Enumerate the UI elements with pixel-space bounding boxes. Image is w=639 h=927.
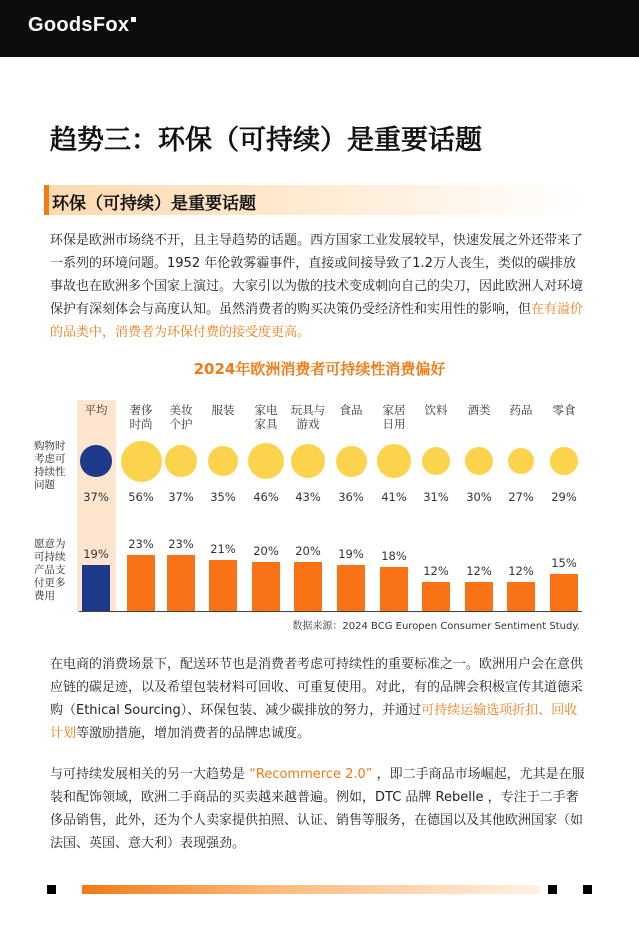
category-label-line: 家电 (254, 403, 278, 417)
delivery-highlight: 可持续运输选项折扣、回收计划 (50, 703, 578, 741)
category-label-line: 食品 (339, 403, 363, 417)
row-label-line: 购物时 (34, 440, 66, 452)
row-label-line: 费用 (34, 590, 55, 602)
consider-bubble (508, 448, 535, 475)
page-title: 趋势三：环保（可持续）是重要话题 (50, 125, 482, 156)
category-label (499, 403, 543, 417)
pay-more-value-label: 12% (466, 563, 492, 578)
recommerce-text-before: 与可持续发展相关的另一大趋势是 (50, 767, 250, 782)
row-label-line: 付更多 (34, 577, 66, 589)
pay-more-value-label: 23% (168, 537, 194, 551)
recommerce-paragraph (50, 763, 586, 855)
consider-bubble (291, 444, 326, 479)
category-label (372, 403, 416, 431)
consider-value-label: 30% (466, 490, 492, 504)
footer-square-right-1 (548, 885, 557, 894)
category-label-line: 酒类 (467, 403, 491, 417)
category-label-line: 饮料 (424, 403, 448, 417)
consider-bubble (550, 447, 578, 475)
category-label-line: 平均 (84, 403, 108, 417)
category-label (119, 403, 163, 431)
category-label-line: 零食 (552, 403, 576, 417)
pay-more-bar (294, 562, 322, 611)
category-label-line: 日用 (382, 417, 406, 431)
consider-bubble (336, 446, 367, 477)
intro-text: 环保是欧洲市场绕不开，且主导趋势的话题。西方国家工业发展较早，快速发展之外还带来了一系列的环境问题。1952 年伦敦雾霾事件，直接或间接导致了1.2万人丧生，类似的碳排放事故也在欧洲多个国家上演过。大家引以为傲的技术变成刺向自己的尖刀，因此欧洲人对环境保护有深刻体会与高度认知。虽然消费者的购买决策仍受经济性和实用性的影响，但 (50, 233, 584, 317)
section-accent-stripe (44, 185, 49, 215)
category-label (201, 403, 245, 417)
delivery-text: 在电商的消费场景下，配送环节也是消费者考虑可持续性的重要标准之一。欧洲用户会在意供应链的碳足迹，以及希望包装材料可回收、可重复使用。对此，有的品牌会积极宣传其道德采购（Ethical Sourcing）、环保包装、减少碳排放的努力，并通过 (50, 657, 584, 718)
category-label-line: 奢侈 (129, 403, 153, 417)
consider-value-label: 46% (253, 490, 279, 504)
footer-square-left (47, 885, 56, 894)
row-label-line: 可持续 (34, 551, 66, 563)
pay-more-bar (337, 565, 365, 611)
section-heading: 环保（可持续）是重要话题 (52, 194, 256, 214)
pay-more-value-label: 18% (381, 549, 407, 564)
row-label-line: 持续性 (34, 466, 66, 478)
chart-title: 2024年欧洲消费者可持续性消费偏好 (193, 360, 446, 378)
category-label (286, 403, 330, 431)
consider-value-label: 36% (338, 490, 364, 504)
consider-value-label: 56% (128, 490, 154, 504)
category-label (244, 403, 288, 431)
category-label (457, 403, 501, 417)
pay-more-value-label: 19% (83, 546, 109, 561)
row-label-line: 问题 (34, 479, 55, 491)
chart-baseline (79, 611, 582, 612)
category-label-line: 个护 (169, 417, 193, 431)
consider-value-label: 37% (168, 490, 194, 504)
consider-value-label: 41% (381, 490, 407, 504)
consider-bubble (465, 447, 493, 475)
category-label-line: 美妆 (169, 403, 193, 417)
category-label (542, 403, 586, 417)
pay-more-value-label: 12% (508, 563, 534, 578)
pay-more-value-label: 20% (253, 544, 279, 559)
consider-bubble (165, 445, 197, 477)
pay-more-value-label: 19% (338, 546, 364, 561)
pay-more-bar (209, 560, 237, 611)
pay-more-bar (380, 567, 408, 611)
pay-more-bar (252, 562, 280, 611)
pay-more-value-label: 15% (551, 556, 577, 571)
consider-bubble (422, 447, 451, 476)
category-label-line: 药品 (509, 403, 533, 417)
consider-value-label: 31% (423, 490, 449, 504)
pay-more-value-label: 20% (295, 544, 321, 559)
consider-bubble (80, 445, 112, 477)
row-label-pay-more (34, 538, 76, 603)
pay-more-bar (422, 582, 450, 611)
category-label-line: 时尚 (129, 417, 153, 431)
top-header-bar (0, 0, 639, 57)
consider-value-label: 27% (508, 490, 534, 504)
footer-square-right-2 (583, 885, 592, 894)
consider-bubble (121, 441, 162, 482)
row-label-line: 产品支 (34, 564, 66, 576)
pay-more-bar (82, 565, 110, 611)
consider-value-label: 37% (83, 490, 109, 504)
pay-more-bar (127, 555, 155, 611)
category-label (414, 403, 458, 417)
pay-more-bar (465, 582, 493, 611)
category-label-line: 游戏 (296, 417, 320, 431)
pay-more-value-label: 23% (128, 537, 154, 551)
row-label-consider (34, 440, 76, 492)
footer-gradient-bar (82, 885, 540, 894)
pay-more-bar (507, 582, 535, 611)
pay-more-value-label: 21% (210, 541, 236, 556)
consider-bubble (248, 443, 284, 479)
consider-bubble (208, 446, 239, 477)
intro-paragraph (50, 229, 586, 344)
consider-value-label: 35% (210, 490, 236, 504)
section-heading-bar (44, 185, 584, 215)
delivery-text-after: 等激励措施，增加消费者的品牌忠诚度。 (76, 726, 311, 741)
consider-value-label: 43% (295, 490, 321, 504)
category-label (159, 403, 203, 431)
consider-value-label: 29% (551, 490, 577, 504)
intro-highlight: 在有溢价的品类中，消费者为环保付费的接受度更高。 (50, 302, 584, 340)
category-label-line: 服装 (211, 403, 235, 417)
pay-more-bar (167, 555, 195, 611)
goodsfox-logo: GoodsFox (28, 14, 136, 37)
category-label (74, 403, 118, 417)
row-label-line: 考虑可 (34, 453, 66, 465)
category-label-line: 玩具与 (290, 403, 326, 417)
pay-more-value-label: 12% (423, 563, 449, 578)
logo-mark-icon (131, 17, 136, 22)
category-label-line: 家具 (254, 417, 278, 431)
category-label-line: 家居 (382, 403, 406, 417)
delivery-paragraph (50, 653, 586, 745)
consider-bubble (377, 444, 411, 478)
pay-more-bar (550, 574, 578, 611)
category-label (329, 403, 373, 417)
recommerce-highlight: “Recommerce 2.0” (249, 767, 373, 782)
recommerce-text-after: ，即二手商品市场崛起，尤其是在服装和配饰领域，欧洲二手商品的买卖越来越普遍。例如，DTC 品牌 Rebelle ，专注于二手奢侈品销售，此外，还为个人卖家提供拍照、认证、销售等服务，在德国以及其他欧洲国家（如法国、英国、意大利）表现强劲。 (50, 767, 585, 851)
row-label-line: 愿意为 (34, 538, 66, 550)
data-source-note: 数据来源：2024 BCG Europen Consumer Sentiment Study. (292, 621, 580, 632)
